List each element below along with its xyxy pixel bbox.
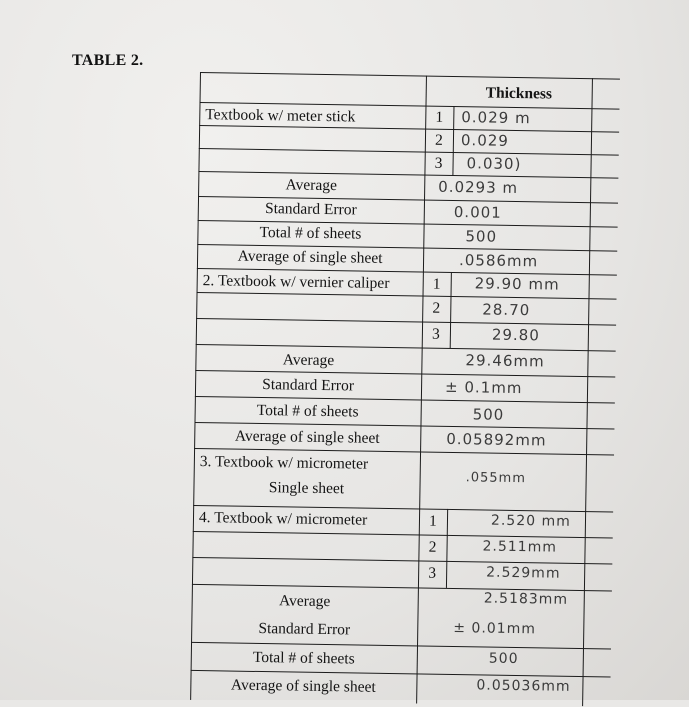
rule — [452, 106, 454, 175]
trial-number: 2 — [434, 131, 443, 149]
handwritten-value: 0.030) — [466, 154, 522, 174]
single-sheet-value: .0586mm — [458, 251, 539, 271]
section-label: 3. Textbook w/ micrometer — [199, 453, 369, 473]
data-table — [190, 72, 620, 707]
trial-number: 1 — [435, 108, 444, 126]
section-label: 4. Textbook w/ micrometer — [198, 509, 368, 529]
total-sheets-label: Total # of sheets — [256, 401, 359, 421]
table-title: TABLE 2. — [72, 52, 144, 69]
single-sheet-value: .055mm — [465, 470, 527, 487]
rule — [193, 531, 613, 539]
trial-number: 1 — [432, 275, 441, 293]
section-sublabel: Single sheet — [268, 479, 345, 498]
total-sheets-label: Total # of sheets — [252, 648, 355, 668]
total-sheets-value: 500 — [465, 227, 498, 246]
trial-number: 2 — [432, 299, 441, 317]
single-sheet-label: Average of single sheet — [237, 247, 383, 267]
rule — [199, 148, 619, 156]
trial-number: 3 — [431, 325, 440, 343]
handwritten-value: 2.511mm — [482, 538, 558, 556]
standard-error-label: Standard Error — [264, 200, 357, 219]
trial-number: 1 — [428, 512, 437, 530]
rule — [450, 272, 452, 348]
average-label: Average — [278, 592, 331, 611]
standard-error-value: ± 0.01mm — [453, 620, 537, 638]
rule — [446, 509, 449, 588]
handwritten-value: 0.029 m — [461, 108, 531, 128]
handwritten-value: 2.529mm — [486, 564, 561, 582]
trial-number: 3 — [434, 154, 443, 172]
handwritten-value: 2.520 mm — [490, 512, 571, 530]
single-sheet-label: Average of single sheet — [230, 676, 376, 696]
standard-error-value: 0.001 — [453, 203, 502, 222]
total-sheets-value: 500 — [472, 405, 505, 424]
rule — [192, 557, 612, 565]
rule — [199, 125, 619, 133]
total-sheets-value: 500 — [488, 650, 519, 668]
handwritten-value: 29.90 mm — [474, 274, 560, 294]
section-label: Textbook w/ meter stick — [205, 106, 356, 126]
handwritten-value: 0.029 — [460, 131, 510, 150]
total-sheets-label: Total # of sheets — [259, 223, 362, 243]
average-label: Average — [285, 176, 338, 195]
handwritten-value: 29.80 — [491, 325, 540, 345]
single-sheet-value: 0.05892mm — [446, 429, 547, 450]
single-sheet-value: 0.05036mm — [476, 677, 571, 695]
section-label: 2. Textbook w/ vernier caliper — [202, 272, 390, 293]
handwritten-value: 28.70 — [482, 300, 531, 320]
column-header: Thickness — [485, 84, 553, 103]
standard-error-label: Standard Error — [258, 619, 351, 639]
single-sheet-label: Average of single sheet — [234, 427, 380, 447]
average-value: 29.46mm — [465, 351, 545, 371]
standard-error-label: Standard Error — [262, 376, 355, 395]
standard-error-value: ± 0.1mm — [444, 377, 523, 398]
rule — [582, 78, 593, 706]
rule — [196, 318, 616, 326]
average-value: 0.0293 m — [438, 177, 519, 198]
trial-number: 3 — [428, 564, 437, 582]
average-value: 2.5183mm — [483, 590, 569, 608]
trial-number: 2 — [428, 538, 437, 556]
average-label: Average — [282, 351, 335, 370]
